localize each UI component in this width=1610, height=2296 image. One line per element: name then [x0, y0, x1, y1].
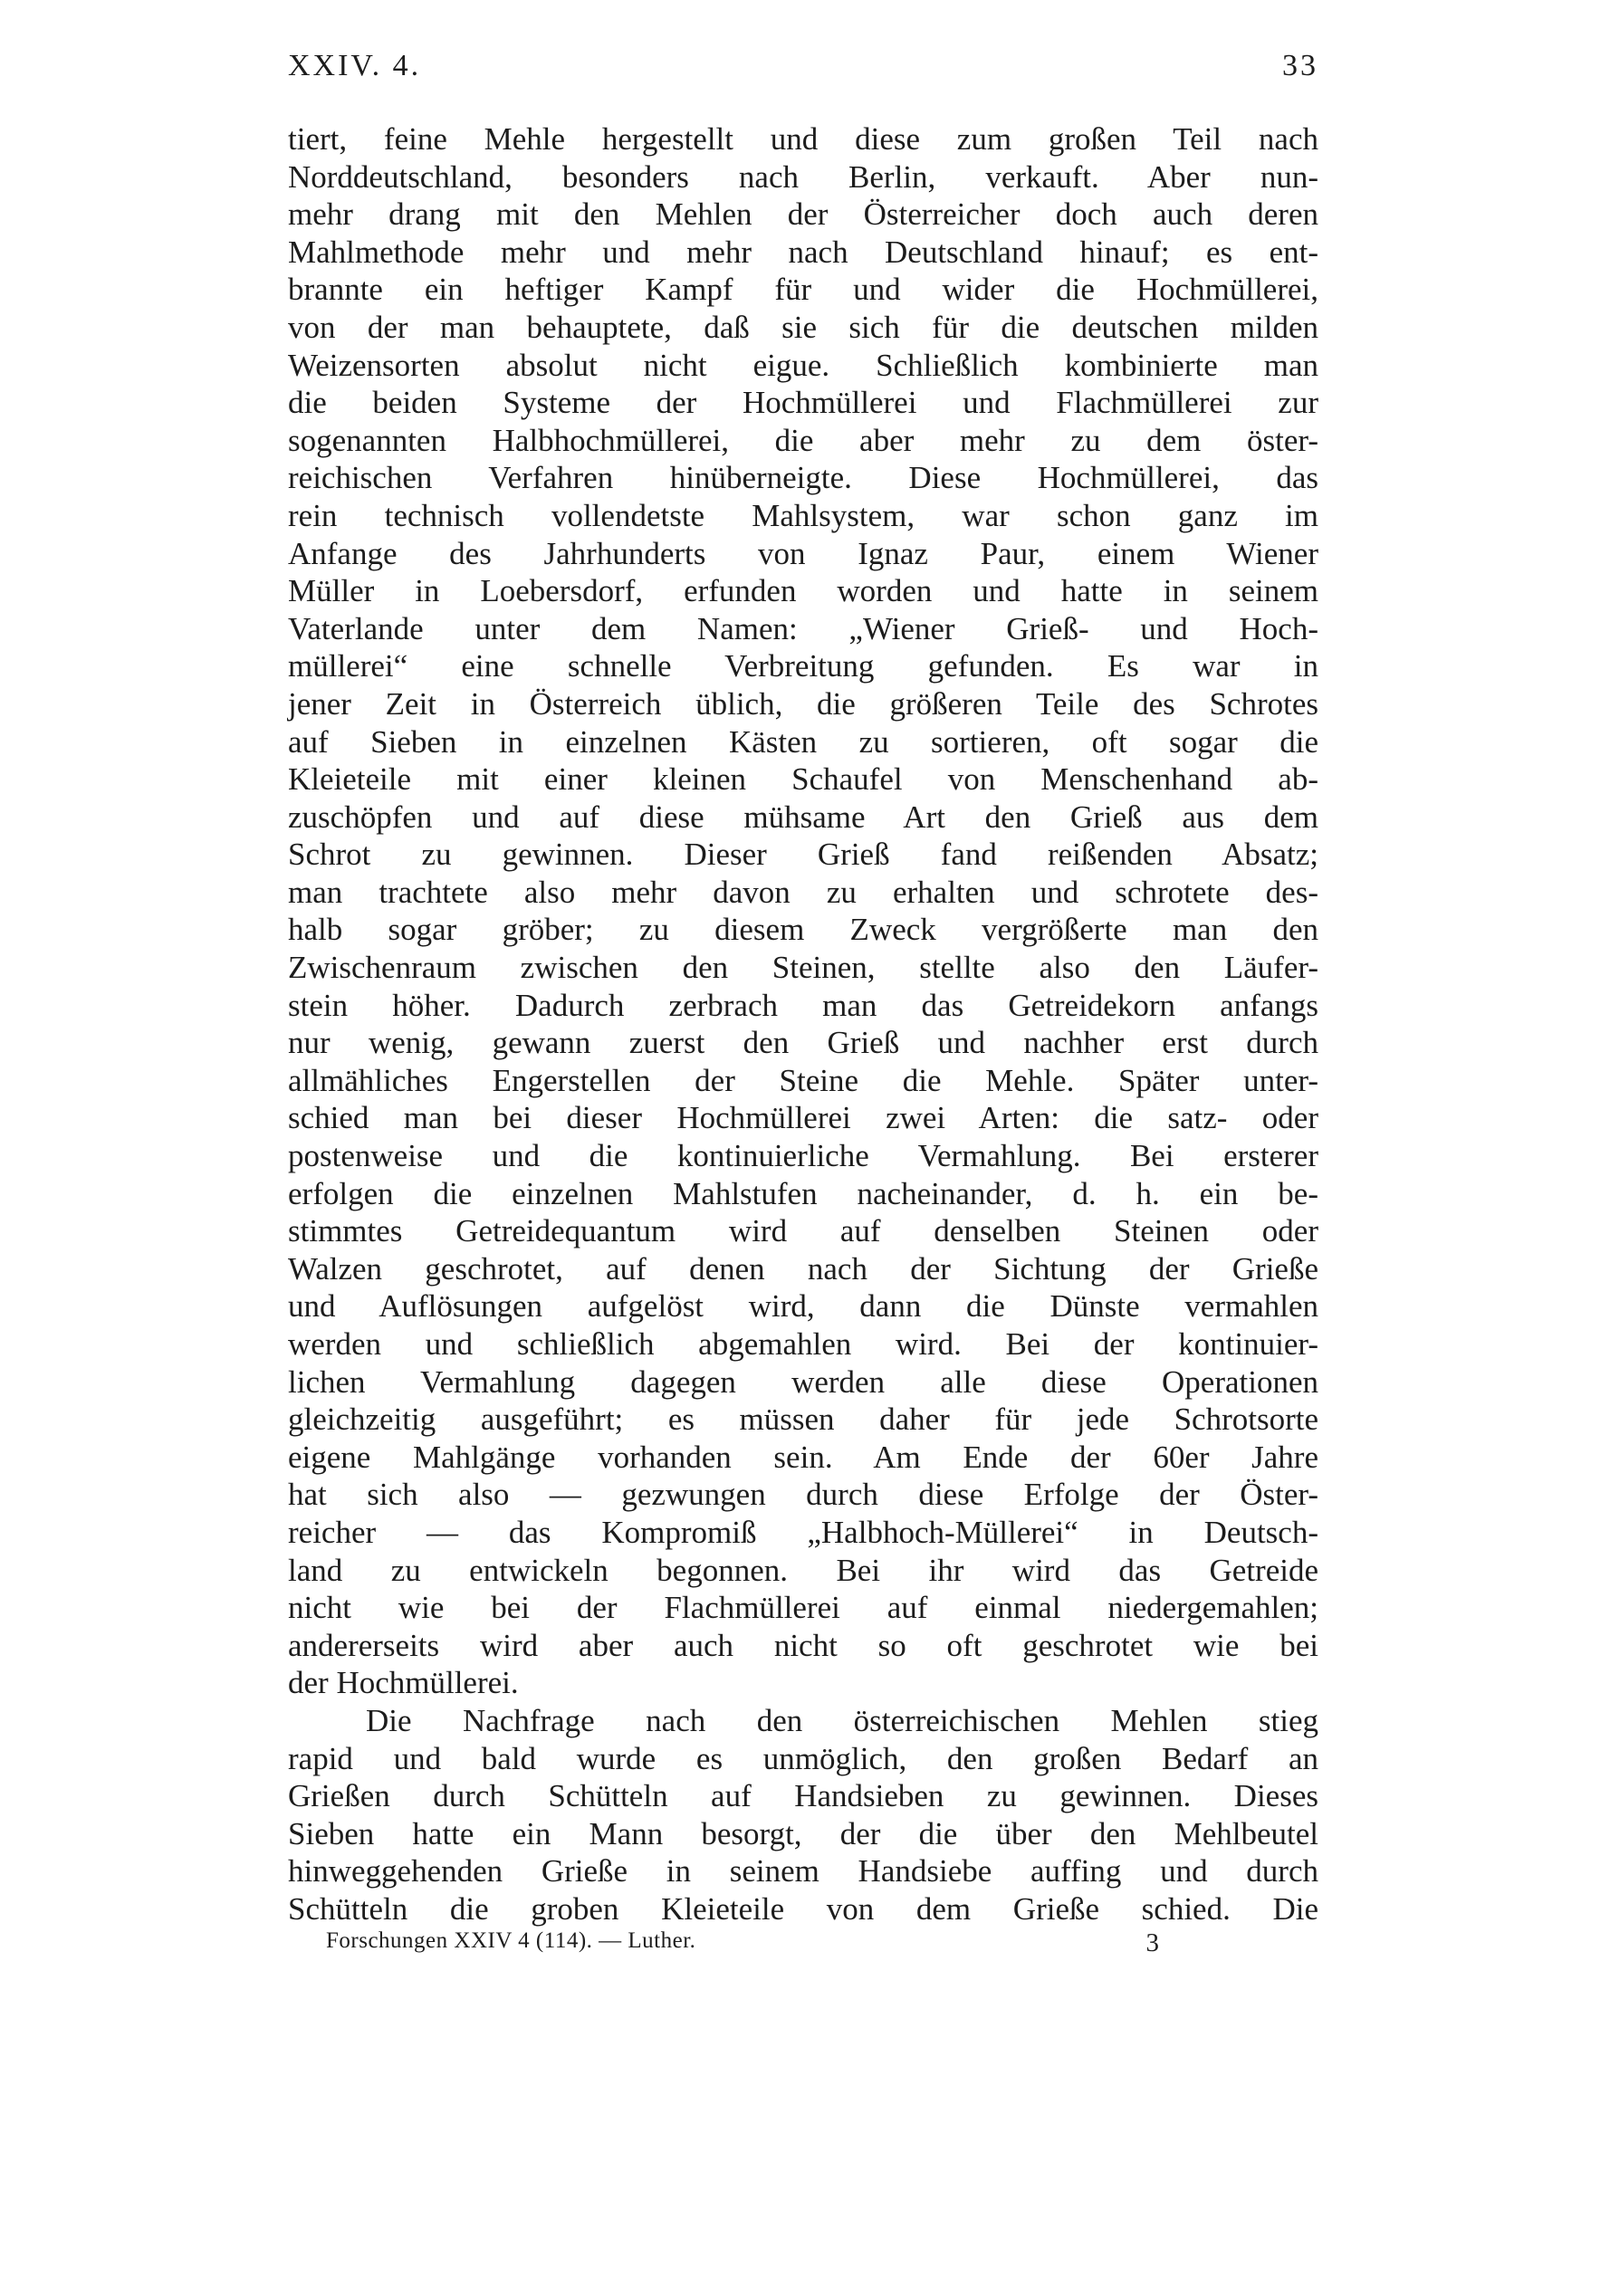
text-line: Mahlmethode mehr und mehr nach Deutschland hinauf; es ent-	[288, 234, 1318, 270]
text-line: gleichzeitig ausgeführt; es müssen daher für jede Schrotsorte	[288, 1402, 1318, 1438]
text-line: mehr drang mit den Mehlen der Österreicher doch auch deren	[288, 196, 1318, 233]
text-line: stein höher. Dadurch zerbrach man das Getreidekorn anfangs	[288, 987, 1318, 1023]
text-line: auf Sieben in einzelnen Kästen zu sortieren, oft sogar die	[288, 723, 1318, 760]
text-line: hat sich also — gezwungen durch diese Erfolge der Öster-	[288, 1477, 1318, 1513]
text-line: man trachtete also mehr davon zu erhalten und schrotete des-	[288, 874, 1318, 910]
text-line: reichischen Verfahren hinüberneigte. Diese Hochmüllerei, das	[288, 460, 1318, 496]
text-line: allmähliches Engerstellen der Steine die Mehle. Später unter-	[288, 1062, 1318, 1098]
text-line: postenweise und die kontinuierliche Vermahlung. Bei ersterer	[288, 1138, 1318, 1174]
text-line: Schütteln die groben Kleieteile von dem Grieße schied. Die	[288, 1890, 1318, 1927]
text-line: sogenannten Halbhochmüllerei, die aber mehr zu dem öster-	[288, 422, 1318, 458]
text-line: rein technisch vollendetste Mahlsystem, war schon ganz im	[288, 497, 1318, 533]
text-line: Zwischenraum zwischen den Steinen, stellte also den Läufer-	[288, 950, 1318, 986]
text-line: von der man behauptete, daß sie sich für die deutschen milden	[288, 309, 1318, 345]
text-line: Grießen durch Schütteln auf Handsieben zu gewinnen. Dieses	[288, 1778, 1318, 1814]
body-text	[288, 120, 1318, 1928]
text-line: stimmtes Getreidequantum wird auf denselben Steinen oder	[288, 1213, 1318, 1249]
text-line: Vaterlande unter dem Namen: „Wiener Grieß- und Hoch-	[288, 610, 1318, 646]
text-line: andererseits wird aber auch nicht so oft geschrotet wie bei	[288, 1627, 1318, 1663]
text-line: Walzen geschrotet, auf denen nach der Sichtung der Grieße	[288, 1250, 1318, 1287]
text-line: brannte ein heftiger Kampf für und wider die Hochmüllerei,	[288, 272, 1318, 308]
text-line: Anfange des Jahrhunderts von Ignaz Paur, einem Wiener	[288, 535, 1318, 571]
volume-number: XXIV. 4.	[288, 49, 422, 82]
text-line: Kleieteile mit einer kleinen Schaufel von Menschenhand ab-	[288, 761, 1318, 798]
text-line: Sieben hatte ein Mann besorgt, der die über den Mehlbeutel	[288, 1815, 1318, 1851]
text-line: erfolgen die einzelnen Mahlstufen nacheinander, d. h. ein be-	[288, 1175, 1318, 1211]
text-line: Müller in Loebersdorf, erfunden worden und hatte in seinem	[288, 573, 1318, 609]
text-line: rapid und bald wurde es unmöglich, den großen Bedarf an	[288, 1740, 1318, 1776]
text-line: jener Zeit in Österreich üblich, die größeren Teile des Schrotes	[288, 685, 1318, 722]
text-line: eigene Mahlgänge vorhanden sein. Am Ende der 60er Jahre	[288, 1439, 1318, 1475]
signature-line: Forschungen XXIV 4 (114). — Luther.	[326, 1928, 696, 1953]
text-line: werden und schließlich abgemahlen wird. Bei der kontinuier-	[288, 1326, 1318, 1362]
text-line: halb sogar gröber; zu diesem Zweck vergrößerte man den	[288, 912, 1318, 948]
page-number: 33	[1282, 49, 1318, 82]
text-line: zuschöpfen und auf diese mühsame Art den Grieß aus dem	[288, 799, 1318, 835]
text-line: Norddeutschland, besonders nach Berlin, verkauft. Aber nun-	[288, 158, 1318, 195]
text-line: Weizensorten absolut nicht eigue. Schließlich kombinierte man	[288, 347, 1318, 383]
text-line: schied man bei dieser Hochmüllerei zwei Arten: die satz- oder	[288, 1100, 1318, 1136]
text-line: reicher — das Kompromiß „Halbhoch-Müllerei“ in Deutsch-	[288, 1514, 1318, 1550]
paragraph-start-line: Die Nachfrage nach den österreichischen Mehlen stieg	[366, 1702, 1318, 1738]
text-line: müllerei“ eine schnelle Verbreitung gefunden. Es war in	[288, 648, 1318, 684]
text-line: land zu entwickeln begonnen. Bei ihr wird das Getreide	[288, 1552, 1318, 1588]
text-line: die beiden Systeme der Hochmüllerei und Flachmüllerei zur	[288, 385, 1318, 421]
text-line: tiert, feine Mehle hergestellt und diese zum großen Teil nach	[288, 121, 1318, 157]
text-line: und Auflösungen aufgelöst wird, dann die Dünste vermahlen	[288, 1288, 1318, 1325]
text-line: nur wenig, gewann zuerst den Grieß und nachher erst durch	[288, 1025, 1318, 1061]
sheet-number: 3	[1145, 1928, 1159, 1957]
text-line: lichen Vermahlung dagegen werden alle diese Operationen	[288, 1363, 1318, 1400]
running-head	[288, 49, 1318, 91]
page-footer	[326, 1928, 1159, 1961]
text-line: hinweggehenden Grieße in seinem Handsiebe auffing und durch	[288, 1853, 1318, 1889]
paragraph-end-line: der Hochmüllerei.	[288, 1665, 519, 1701]
text-line: Schrot zu gewinnen. Dieser Grieß fand reißenden Absatz;	[288, 837, 1318, 873]
text-line: nicht wie bei der Flachmüllerei auf einmal niedergemahlen;	[288, 1590, 1318, 1626]
